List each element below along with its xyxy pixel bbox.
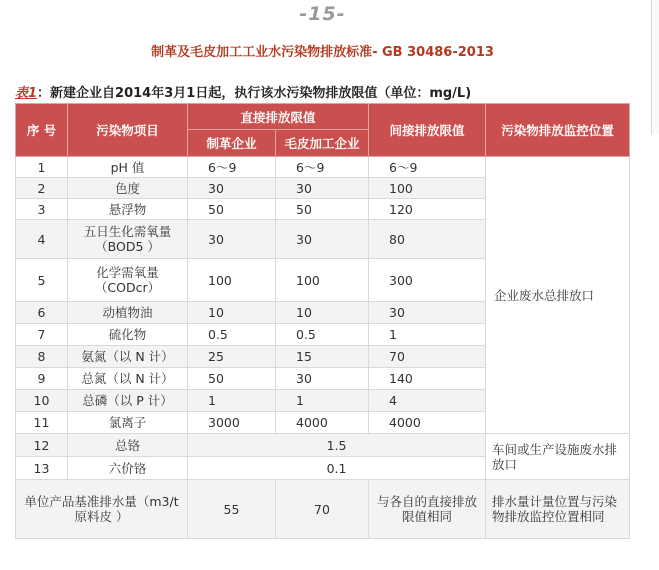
row-no: 12: [16, 434, 68, 457]
header-monitor-location: 污染物排放监控位置: [486, 104, 630, 157]
row-tanning-limit: 10: [188, 302, 276, 324]
row-fur-limit: 30: [276, 220, 369, 259]
row-indirect-limit: 300: [369, 259, 486, 302]
table-caption-text: ：新建企业自2014年3月1日起，执行该水污染物排放限值（单位：mg/L): [37, 86, 472, 101]
row-no: 10: [16, 390, 68, 412]
row-indirect-limit: 120: [369, 199, 486, 220]
row-tanning-limit: 30: [188, 220, 276, 259]
table-row: [16, 157, 630, 178]
row-tanning-limit: 55: [188, 480, 276, 539]
row-fur-limit: 100: [276, 259, 369, 302]
row-pollutant: 五日生化需氧量（BOD5 ）: [68, 220, 188, 259]
row-indirect-limit: 4000: [369, 412, 486, 434]
row-indirect-limit: 与各自的直接排放限值相同: [369, 480, 486, 539]
row-fur-limit: 0.5: [276, 324, 369, 346]
row-tanning-limit: 6～9: [188, 157, 276, 178]
document-title: 制革及毛皮加工工业水污染物排放标准- GB 30486-2013: [151, 45, 494, 60]
row-no: 11: [16, 412, 68, 434]
row-no: 6: [16, 302, 68, 324]
scrollbar-edge: [651, 0, 659, 134]
row-combined-limit: 0.1: [188, 457, 486, 480]
row-indirect-limit: 1: [369, 324, 486, 346]
row-pollutant: 动植物油: [68, 302, 188, 324]
emission-limits-table: [15, 103, 630, 539]
row-no: 2: [16, 178, 68, 199]
row-fur-limit: 10: [276, 302, 369, 324]
page-number: -15-: [299, 3, 346, 25]
row-indirect-limit: 4: [369, 390, 486, 412]
row-tanning-limit: 0.5: [188, 324, 276, 346]
row-pollutant: pH 值: [68, 157, 188, 178]
row-no: 1: [16, 157, 68, 178]
row-pollutant: 氯离子: [68, 412, 188, 434]
location-drainage-metering: 排水量计量位置与污染物排放监控位置相同: [486, 480, 630, 539]
row-tanning-limit: 50: [188, 368, 276, 390]
header-fur: 毛皮加工企业: [276, 130, 369, 157]
row-pollutant: 六价铬: [68, 457, 188, 480]
row-drainage-label: 单位产品基准排水量（m3/t原料皮 ）: [16, 480, 188, 539]
row-fur-limit: 4000: [276, 412, 369, 434]
row-tanning-limit: 1: [188, 390, 276, 412]
row-no: 5: [16, 259, 68, 302]
row-tanning-limit: 3000: [188, 412, 276, 434]
row-pollutant: 化学需氧量（CODcr）: [68, 259, 188, 302]
table-caption: [15, 82, 471, 101]
table-row: [16, 434, 630, 457]
row-fur-limit: 15: [276, 346, 369, 368]
row-fur-limit: 30: [276, 178, 369, 199]
row-no: 9: [16, 368, 68, 390]
row-pollutant: 总磷（以 P 计）: [68, 390, 188, 412]
row-fur-limit: 1: [276, 390, 369, 412]
header-direct-limit: 直接排放限值: [188, 104, 369, 130]
row-pollutant: 氨氮（以 N 计）: [68, 346, 188, 368]
row-combined-limit: 1.5: [188, 434, 486, 457]
row-no: 7: [16, 324, 68, 346]
row-pollutant: 总氮（以 N 计）: [68, 368, 188, 390]
header-tanning: 制革企业: [188, 130, 276, 157]
row-indirect-limit: 30: [369, 302, 486, 324]
row-indirect-limit: 70: [369, 346, 486, 368]
row-pollutant: 悬浮物: [68, 199, 188, 220]
row-tanning-limit: 100: [188, 259, 276, 302]
table-row: [16, 480, 630, 539]
row-tanning-limit: 25: [188, 346, 276, 368]
row-no: 4: [16, 220, 68, 259]
row-fur-limit: 6～9: [276, 157, 369, 178]
row-pollutant: 色度: [68, 178, 188, 199]
row-indirect-limit: 140: [369, 368, 486, 390]
row-pollutant: 硫化物: [68, 324, 188, 346]
row-no: 8: [16, 346, 68, 368]
row-fur-limit: 70: [276, 480, 369, 539]
table-caption-tag: 表1: [15, 86, 38, 101]
row-no: 3: [16, 199, 68, 220]
row-pollutant: 总铬: [68, 434, 188, 457]
row-fur-limit: 50: [276, 199, 369, 220]
header-pollutant: 污染物项目: [68, 104, 188, 157]
header-indirect-limit: 间接排放限值: [369, 104, 486, 157]
row-fur-limit: 30: [276, 368, 369, 390]
row-no: 13: [16, 457, 68, 480]
header-no: 序 号: [16, 104, 68, 157]
row-tanning-limit: 30: [188, 178, 276, 199]
location-main-outlet: 企业废水总排放口: [486, 157, 630, 434]
row-indirect-limit: 100: [369, 178, 486, 199]
row-indirect-limit: 6～9: [369, 157, 486, 178]
row-tanning-limit: 50: [188, 199, 276, 220]
location-workshop-outlet: 车间或生产设施废水排放口: [486, 434, 630, 480]
row-indirect-limit: 80: [369, 220, 486, 259]
